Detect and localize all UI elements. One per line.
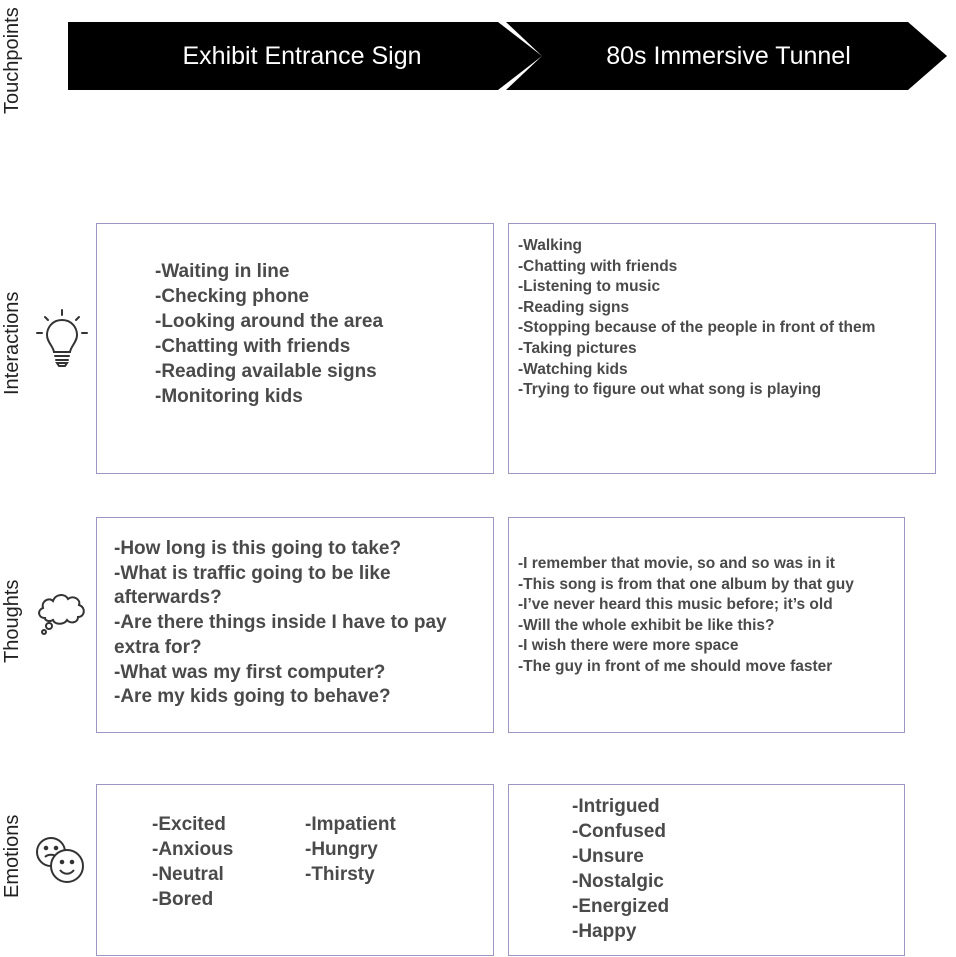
list-item: -Walking (518, 237, 583, 254)
list-item: -Checking phone (155, 286, 310, 307)
row-label-thoughts: Thoughts (1, 579, 23, 663)
interactions-box-1 (96, 223, 494, 474)
list-item: -Watching kids (518, 360, 628, 378)
list-item: -Unsure (572, 846, 644, 867)
list-item: -Stopping because of the people in front of them (518, 319, 876, 337)
thoughts-list-1 (114, 537, 447, 710)
list-item: -Intrigued (572, 796, 660, 817)
list-item: -Chatting with friends (155, 336, 351, 357)
list-item: -How long is this going to take? (114, 538, 402, 559)
row-label-touchpoints: Touchpoints (1, 7, 23, 114)
list-item: -Monitoring kids (155, 386, 303, 407)
list-item: extra for? (114, 636, 202, 658)
row-label-emotions: Emotions (1, 814, 23, 898)
list-item: -Anxious (152, 839, 234, 860)
list-item: -Happy (572, 921, 637, 942)
list-item: -Are my kids going to behave? (114, 686, 391, 708)
interactions-list-2 (518, 236, 875, 401)
thoughts-box-1 (96, 517, 494, 733)
list-item: -I wish there were more space (518, 637, 739, 655)
list-item: -Waiting in line (155, 261, 290, 282)
list-item: -Listening to music (518, 278, 661, 296)
touchpoint-label-1: Exhibit Entrance Sign (182, 42, 422, 70)
list-item: -Trying to figure out what song is playing (518, 381, 822, 399)
list-item: -Impatient (305, 814, 396, 835)
emotions-box-2 (508, 784, 905, 956)
list-item: -Reading signs (518, 298, 630, 316)
list-item: -Chatting with friends (518, 257, 678, 275)
emotions-list-2 (572, 794, 669, 944)
list-item: -Taking pictures (518, 339, 637, 357)
list-item: -I remember that movie, so and so was in it (518, 555, 835, 572)
list-item: -Bored (152, 889, 214, 910)
lightbulb-icon (35, 308, 89, 370)
emotions-box-1 (96, 784, 494, 956)
faces-icon (33, 834, 87, 886)
list-item: -What was my first computer? (114, 661, 386, 683)
list-item: -Will the whole exhibit be like this? (518, 616, 775, 634)
touchpoint-label-2: 80s Immersive Tunnel (606, 42, 851, 70)
emotions-list-1b (305, 812, 396, 887)
list-item: -Confused (572, 821, 666, 842)
list-item: -I’ve never heard this music before; it’s old (518, 596, 833, 614)
thoughts-box-2 (508, 517, 905, 733)
list-item: -The guy in front of me should move faster (518, 657, 833, 675)
list-item: -Are there things inside I have to pay (114, 612, 447, 634)
list-item: -Reading available signs (155, 361, 377, 382)
list-item: -Thirsty (305, 864, 375, 885)
list-item: -This song is from that one album by that guy (518, 575, 854, 593)
thoughts-list-2 (518, 554, 854, 678)
list-item: -Nostalgic (572, 871, 664, 892)
thought-cloud-icon (35, 590, 87, 636)
row-label-interactions: Interactions (1, 291, 23, 395)
interactions-list-1 (155, 259, 383, 409)
list-item: -Hungry (305, 839, 378, 860)
list-item: -What is traffic going to be like (114, 562, 391, 584)
list-item: -Neutral (152, 864, 224, 885)
list-item: -Energized (572, 896, 670, 917)
interactions-box-2 (508, 223, 936, 474)
list-item: -Excited (152, 814, 226, 835)
touchpoint-arrow-1 (68, 22, 542, 90)
list-item: afterwards? (114, 587, 222, 609)
list-item: -Looking around the area (155, 311, 384, 332)
emotions-list-1a (152, 812, 233, 912)
touchpoint-arrow-2 (506, 22, 947, 90)
